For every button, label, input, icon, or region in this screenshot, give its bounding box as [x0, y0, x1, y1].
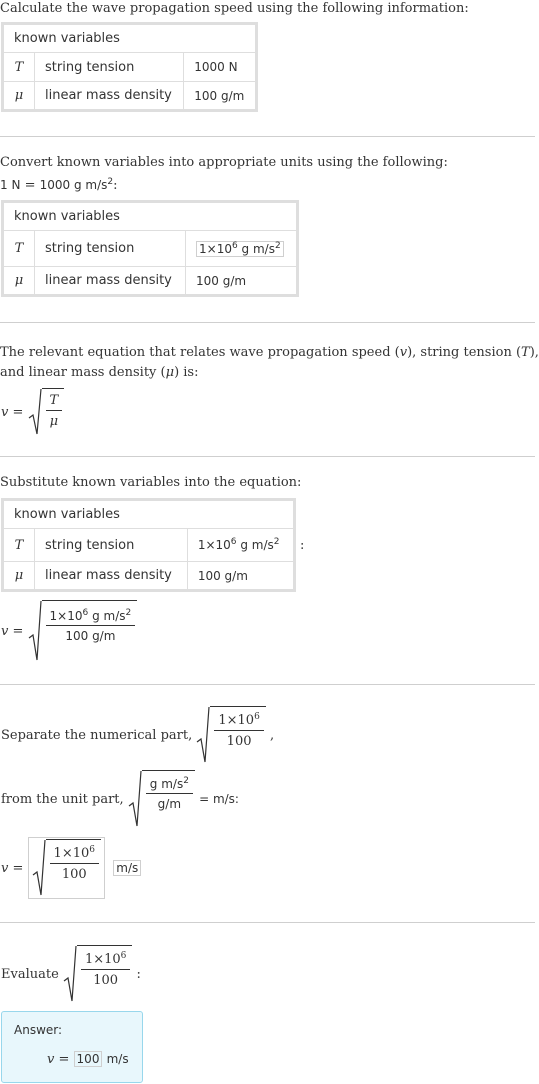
substitute-intro-text: Substitute known variables into the equation:: [0, 475, 302, 490]
known-variables-table: [1, 200, 299, 297]
value-cell: 1000 N: [184, 53, 257, 82]
equation-intro-line2: and linear mass density (μ) is:: [0, 365, 199, 380]
symbol-cell: μ: [3, 562, 35, 591]
unit-box: m/s: [113, 860, 141, 876]
divider: [0, 322, 535, 323]
value-cell: 100 g/m: [184, 82, 257, 111]
name-cell: linear mass density: [35, 82, 184, 111]
name-cell: string tension: [35, 53, 184, 82]
square-root: $\frac{1\times 10^6}{100}$: [63, 945, 132, 1003]
split-equation: v = $\frac{1\times 10^6}{100}$ m/s: [1, 836, 141, 900]
conversion-line: 1 N = 1000 g $m/s^2$:: [0, 177, 118, 193]
substituted-equation: v = $\frac{1\times 10^6 g m/s^2}{100 g/m}$: [1, 600, 137, 662]
symbol-cell: T: [3, 231, 35, 267]
divider: [0, 684, 535, 685]
name-cell: string tension: [35, 529, 188, 562]
name-cell: linear mass density: [35, 562, 188, 591]
table-row: [3, 231, 298, 267]
table-header: known variables: [3, 202, 298, 231]
symbol-cell: μ: [3, 267, 35, 296]
known-variables-table: [1, 22, 258, 112]
answer-equation: v = 100 m/s: [47, 1052, 129, 1067]
convert-intro-text: Convert known variables into appropriate units using the following:: [0, 155, 448, 170]
table-header: known variables: [3, 24, 257, 53]
wave-speed-equation: v = $\frac{T}{\mu}$: [1, 388, 64, 436]
answer-label: Answer:: [14, 1023, 63, 1037]
table-header: known variables: [3, 500, 295, 529]
known-variables-table: [1, 498, 296, 592]
answer-box: [1, 1011, 143, 1083]
divider: [0, 922, 535, 923]
value-cell: 100 g/m: [186, 267, 298, 296]
table-row: [3, 267, 298, 296]
symbol-cell: T: [3, 53, 35, 82]
name-cell: linear mass density: [35, 267, 186, 296]
symbol-cell: T: [3, 529, 35, 562]
square-root: $\frac{T}{\mu}$: [28, 388, 65, 436]
divider: [0, 456, 535, 457]
symbol-cell: μ: [3, 82, 35, 111]
numeric-root-box: $\frac{1\times 10^6}{100}$: [28, 837, 105, 899]
square-root: $\frac{g m/s^2}{g/m}$: [128, 770, 195, 828]
value-cell: $1\times 10^6$ g $m/s^2$: [186, 231, 298, 267]
answer-value: 100: [74, 1051, 103, 1067]
name-cell: string tension: [35, 231, 186, 267]
square-root: $\frac{1\times 10^6}{100}$: [196, 706, 265, 764]
table-row: [3, 529, 295, 562]
unit-part-line: from the unit part, $\frac{g m/s^2}{g/m}$ = m/s:: [1, 770, 239, 828]
equation-intro-line1: The relevant equation that relates wave propagation speed (v), string tension (T),: [0, 345, 539, 360]
divider: [0, 136, 535, 137]
table-row: [3, 82, 257, 111]
table-row: [3, 562, 295, 591]
intro-text: Calculate the wave propagation speed using the following information:: [0, 1, 469, 16]
table-row: [3, 53, 257, 82]
square-root: $\frac{1\times 10^6 g m/s^2}{100 g/m}$: [28, 600, 138, 662]
value-cell: $1\times 10^6$ g $m/s^2$: [187, 529, 294, 562]
numerical-part-line: Separate the numerical part, $\frac{1\times 10^6}{100}$ ,: [1, 706, 274, 764]
colon-text: :: [300, 538, 305, 553]
evaluate-line: Evaluate $\frac{1\times 10^6}{100}$ :: [1, 944, 141, 1004]
value-cell: 100 g/m: [187, 562, 294, 591]
